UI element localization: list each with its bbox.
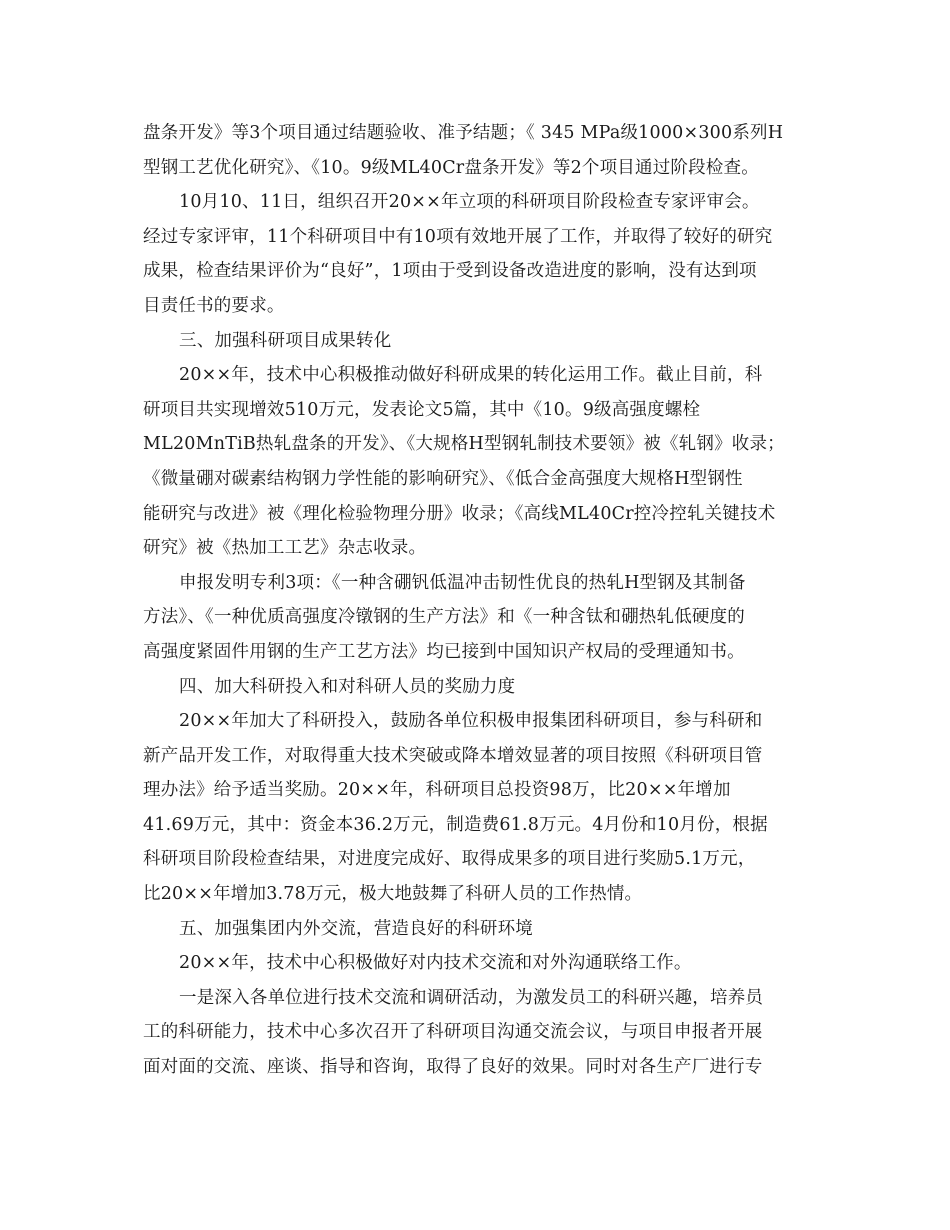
text-line: 能研究与改进》被《理化检验物理分册》收录；《高线ML40Cr控冷控轧关键技术 [143,503,776,524]
text-line: 方法》、《一种优质高强度冷镦钢的生产方法》和《一种含钛和硼热轧低硬度的 [143,607,745,628]
text-line: 新产品开发工作，对取得重大技术突破或降本增效显著的项目按照《科研项目管 [143,745,763,766]
text-line: 工的科研能力，技术中心多次召开了科研项目沟通交流会议，与项目申报者开展 [143,1022,763,1043]
text-line: 20××年，技术中心积极做好对内技术交流和对外沟通联络工作。 [179,953,692,974]
text-line: 盘条开发》等3个项目通过结题验收、准予结题；《 345 MPa级1000×300系列H [143,123,784,143]
text-line: 三、加强科研项目成果转化 [179,330,392,351]
text-line: 目责任书的要求。 [143,295,285,316]
text-line: 20××年，技术中心积极推动做好科研成果的转化运用工作。截止目前，科 [179,365,763,386]
text-line: 一是深入各单位进行技术交流和调研活动，为激发员工的科研兴趣，培养员 [179,987,764,1008]
text-line: 理办法》给予适当奖励。20××年，科研项目总投资98万，比20××年增加 [143,780,731,801]
text-line: 申报发明专利3项：《一种含硼钒低温冲击韧性优良的热轧H型钢及其制备 [179,572,746,593]
text-line: 研项目共实现增效510万元，发表论文5篇，其中《10。9级高强度螺栓 [143,399,701,420]
text-line: 面对面的交流、座谈、指导和咨询，取得了良好的效果。同时对各生产厂进行专 [143,1057,763,1078]
text-line: 《微量硼对碳素结构钢力学性能的影响研究》、《低合金高强度大规格H型钢性 [143,468,743,489]
document-body [143,116,813,1085]
text-line: 科研项目阶段检查结果，对进度完成好、取得成果多的项目进行奖励5.1万元， [143,849,756,870]
text-line: 研究》被《热加工工艺》杂志收录。 [143,538,427,559]
text-line: 五、加强集团内外交流，营造良好的科研环境 [179,918,533,939]
text-line: 成果，检查结果评价为“良好”，1项由于受到设备改造进度的影响，没有达到项 [143,261,757,282]
text-line: 型钢工艺优化研究》、《10。9级ML40Cr盘条开发》等2个项目通过阶段检查。 [143,157,759,178]
text-line: 经过专家评审，11个科研项目中有10项有效地开展了工作，并取得了较好的研究 [143,226,773,247]
text-line: 41.69万元，其中：资金本36.2万元，制造费61.8万元。4月份和10月份，根据 [143,814,768,835]
text-line: 比20××年增加3.78万元，极大地鼓舞了科研人员的工作热情。 [143,884,643,905]
text-line: 20××年加大了科研投入，鼓励各单位积极申报集团科研项目，参与科研和 [179,711,763,732]
text-line: ML20MnTiB热轧盘条的开发》、《大规格H型钢轧制技术要领》被《轧钢》收录； [143,434,785,455]
text-line: 高强度紧固件用钢的生产工艺方法》均已接到中国知识产权局的受理通知书。 [143,641,745,662]
text-line: 四、加大科研投入和对科研人员的奖励力度 [179,676,516,697]
text-line: 10月10、11日，组织召开20××年立项的科研项目阶段检查专家评审会。 [179,192,760,213]
